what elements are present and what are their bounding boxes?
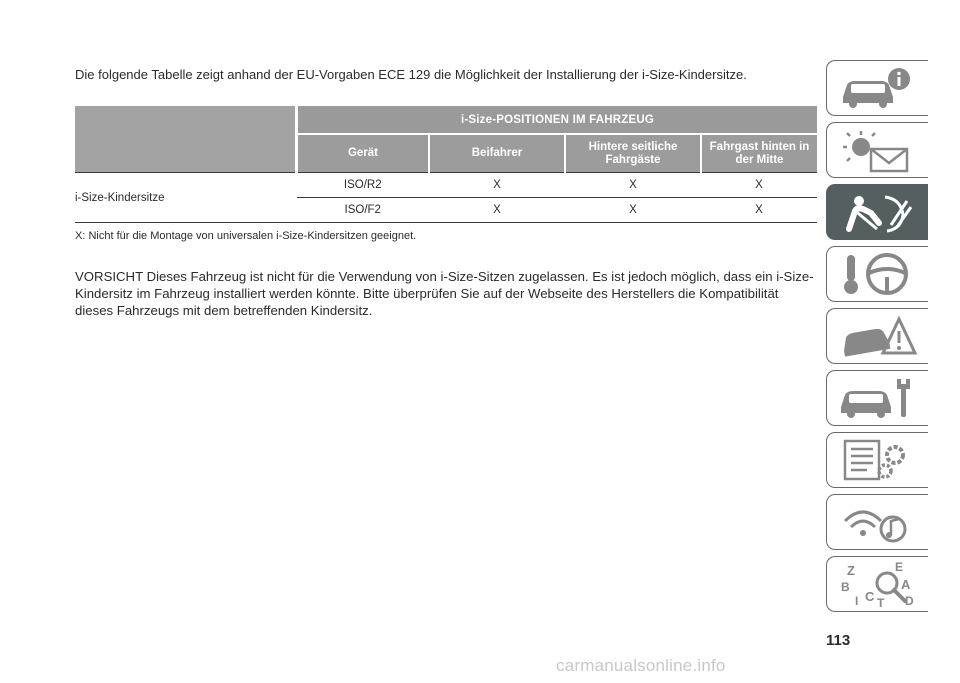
tab-index[interactable] <box>826 556 928 612</box>
cell-device: ISO/R2 <box>297 173 430 198</box>
cell-rear-side: X <box>565 198 701 223</box>
isize-table <box>75 106 817 223</box>
index-icon <box>837 561 917 607</box>
tab-start-drive[interactable] <box>826 246 928 302</box>
intro-paragraph: Die folgende Tabelle zeigt anhand der EU-Vorgaben ECE 129 die Möglichkeit der Installierung der i-Size-Kindersitze. <box>75 67 747 82</box>
column-header-beifahrer: Beifahrer <box>429 134 565 173</box>
cell-beifahrer: X <box>429 173 565 198</box>
index-letter: A <box>901 577 911 592</box>
tab-emergency[interactable] <box>826 308 928 364</box>
index-letter: D <box>905 594 914 607</box>
cell-beifahrer: X <box>429 198 565 223</box>
cell-rear-middle: X <box>701 198 817 223</box>
tab-safety[interactable] <box>826 184 928 240</box>
key-steering-wheel-icon <box>837 251 917 297</box>
column-header-rear-middle: Fahrgast hinten in der Mitte <box>701 134 817 173</box>
table-group-header: i-Size-POSITIONEN IM FAHRZEUG <box>297 106 818 134</box>
airbag-seat-icon <box>837 189 917 235</box>
cell-rear-middle: X <box>701 173 817 198</box>
column-header-device: Gerät <box>297 134 430 173</box>
table-footnote: X: Nicht für die Montage von universalen i-Size-Kindersitzen geeignet. <box>75 230 417 242</box>
page-number: 113 <box>826 632 851 649</box>
car-maintenance-icon <box>837 375 917 421</box>
breakdown-warning-icon <box>837 313 917 359</box>
column-header-rear-side: Hintere seitliche Fahrgäste <box>565 134 701 173</box>
warning-lights-message-icon <box>837 127 917 173</box>
index-letter: B <box>841 580 850 594</box>
tab-multimedia[interactable] <box>826 494 928 550</box>
index-letter: Z <box>847 563 855 578</box>
tab-maintenance[interactable] <box>826 370 928 426</box>
index-letter: I <box>855 594 859 607</box>
row-label: i-Size-Kindersitze <box>75 173 297 223</box>
tab-technical-data[interactable] <box>826 432 928 488</box>
tab-car-info[interactable] <box>826 60 928 116</box>
cell-device: ISO/F2 <box>297 198 430 223</box>
multimedia-icon <box>837 499 917 545</box>
cell-rear-side: X <box>565 173 701 198</box>
car-info-icon <box>837 65 917 111</box>
index-letter: E <box>895 561 904 574</box>
technical-data-icon <box>837 437 917 483</box>
table-corner <box>75 106 297 173</box>
table-row <box>75 173 817 198</box>
watermark: carmanualsonline.info <box>556 656 726 675</box>
index-letter: T <box>877 596 885 607</box>
warning-paragraph: VORSICHT Dieses Fahrzeug ist nicht für die Verwendung von i-Size-Sitzen zugelassen. Es ist jedoch möglich, dass ein i-Size-Kindersitz im Fahrzeug installiert werden könnte. Bitte überprüfen Sie auf der Webseite des Herstellers die Kompatibilität dieses Fahrzeugs mit dem betreffenden Kindersitz. <box>75 269 814 318</box>
tab-warning-lights[interactable] <box>826 122 928 178</box>
index-letter: C <box>865 589 875 604</box>
